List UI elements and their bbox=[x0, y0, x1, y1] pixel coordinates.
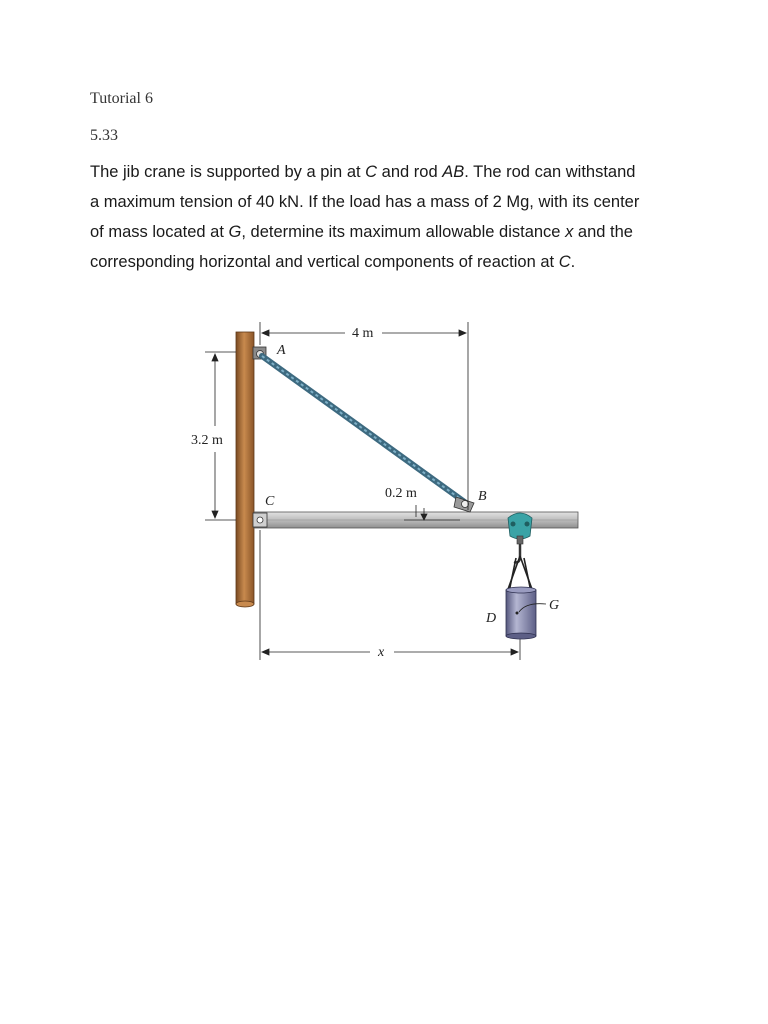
dim-vertical-label: 3.2 m bbox=[191, 433, 223, 448]
label-c: C bbox=[265, 494, 275, 509]
dim-x-label: x bbox=[378, 645, 385, 660]
problem-number: 5.33 bbox=[90, 127, 118, 144]
label-g: G bbox=[549, 598, 560, 613]
pin-support-c bbox=[253, 513, 267, 527]
label-b: B bbox=[478, 489, 487, 504]
problem-line-2: a maximum tension of 40 kN. If the load has a mass of 2 Mg, with its center bbox=[90, 193, 640, 211]
pole bbox=[236, 332, 254, 607]
label-a: A bbox=[277, 343, 286, 358]
label-d: D bbox=[486, 611, 497, 626]
problem-line-4: corresponding horizontal and vertical components of reaction at C. bbox=[90, 253, 576, 271]
trolley bbox=[508, 513, 532, 544]
pin-b bbox=[454, 497, 474, 512]
problem-line-1: The jib crane is supported by a pin at C and rod AB. The rod can withstand bbox=[90, 163, 636, 181]
rod-ab bbox=[262, 356, 466, 503]
dim-offset-label: 0.2 m bbox=[385, 486, 417, 501]
problem-line-3: of mass located at G, determine its maximum allowable distance x and the bbox=[90, 223, 633, 241]
dim-horizontal-label: 4 m bbox=[352, 326, 374, 341]
document-title: Tutorial 6 bbox=[90, 90, 153, 107]
load-bucket bbox=[506, 587, 536, 639]
